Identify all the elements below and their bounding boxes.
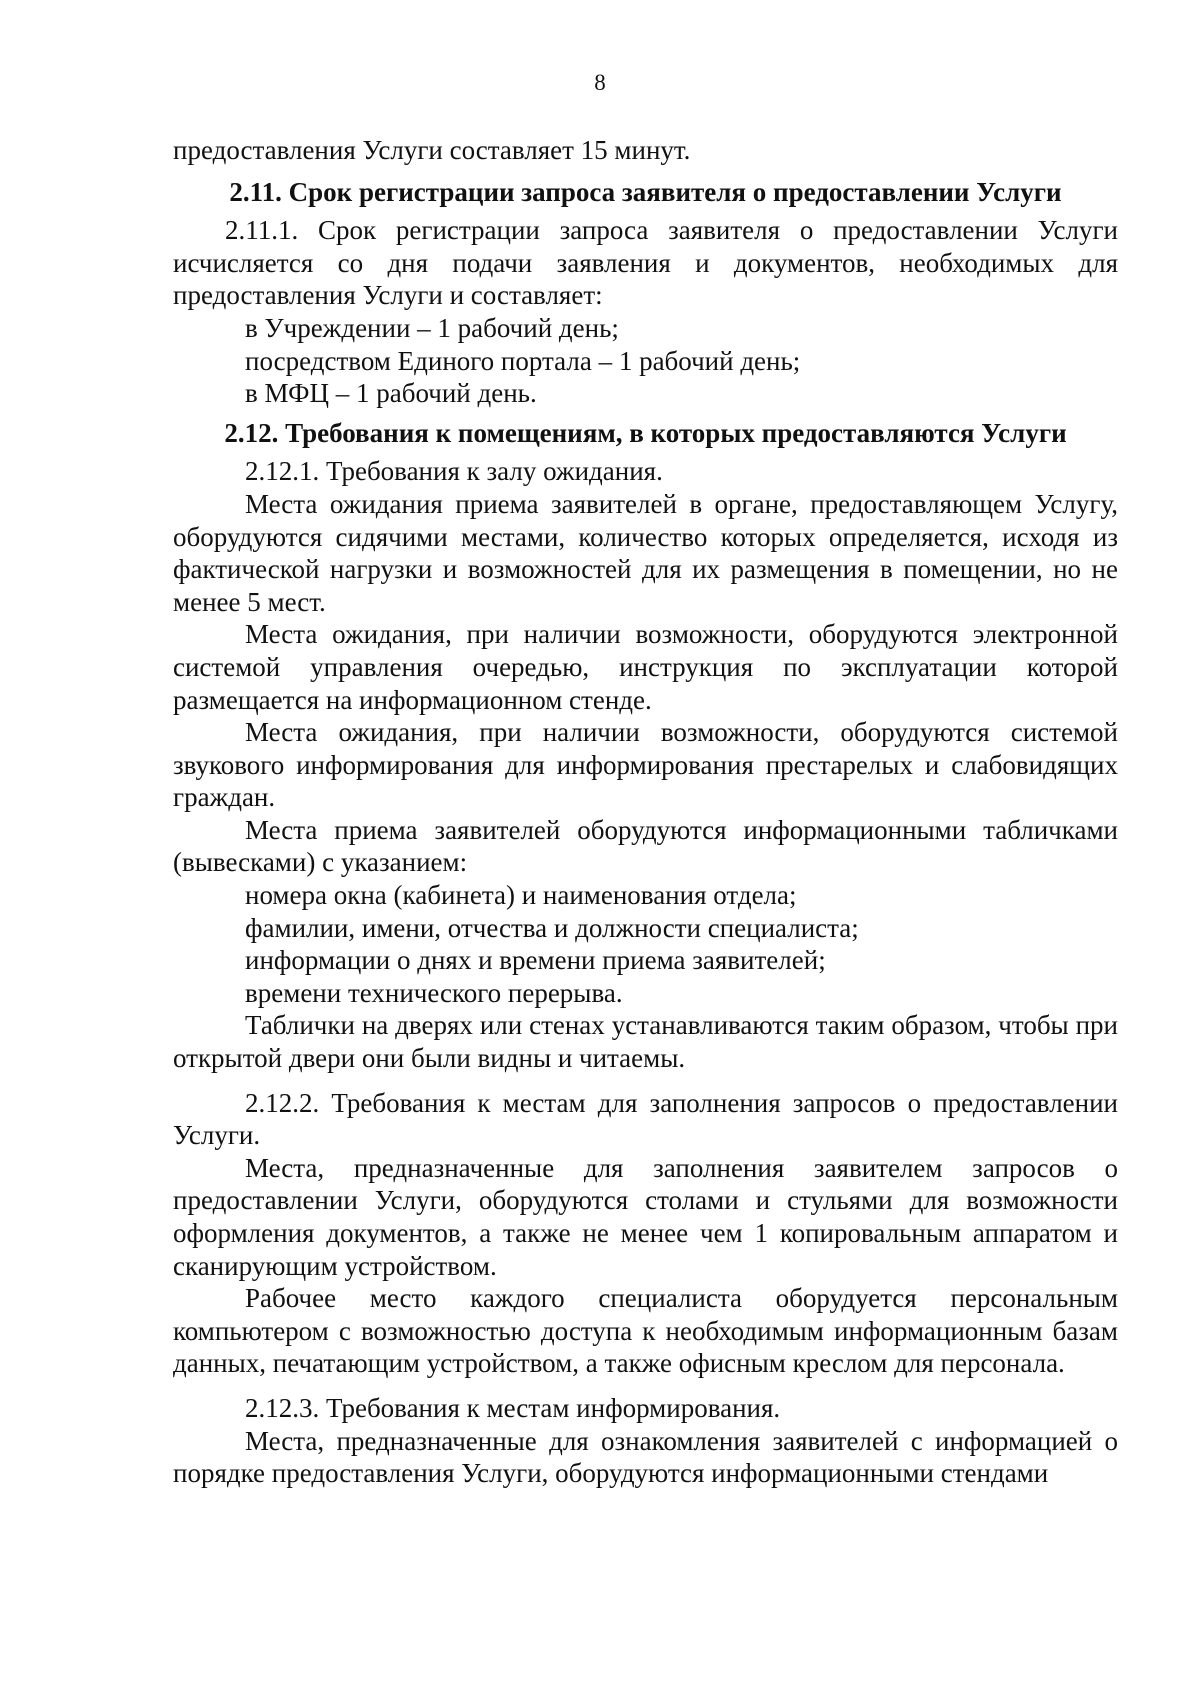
paragraph-fill-places: Места, предназначенные для заполнения заявителем запросов о предоставлении Услуги, оборудуются столами и стульями для возможности оформления документов, а также не менее чем 1 копировальным аппаратом и сканирующим устройством. <box>173 1152 1118 1281</box>
section-heading-2-11: 2.11. Срок регистрации запроса заявителя о предоставлении Услуги <box>229 176 1062 207</box>
paragraph-workplace: Рабочее место каждого специалиста оборудуется персональным компьютером с возможностью доступа к необходимым информационным базам данных, печатающим устройством, а также офисным креслом для персонала. <box>173 1283 1118 1379</box>
page-number: 8 <box>594 70 606 95</box>
document-body <box>173 134 1118 1490</box>
paragraph-2-12-3: 2.12.3. Требования к местам информирования. <box>245 1392 781 1423</box>
list-item: в МФЦ – 1 рабочий день. <box>245 378 537 409</box>
paragraph-queue-system: Места ожидания, при наличии возможности, оборудуются электронной системой управления очередью, инструкция по эксплуатации которой размещается на информационном стенде. <box>173 619 1118 715</box>
paragraph-info-signs: Места приема заявителей оборудуются информационными табличками (вывесками) с указанием: <box>173 814 1118 878</box>
paragraph-2-12-1-title: 2.12.1. Требования к залу ожидания. <box>245 456 663 487</box>
list-item: информации о днях и времени приема заявителей; <box>245 945 826 976</box>
list-item: посредством Единого портала – 1 рабочий день; <box>245 345 801 376</box>
paragraph-2-11-1: 2.11.1. Срок регистрации запроса заявителя о предоставлении Услуги исчисляется со дня подачи заявления и документов, необходимых для предоставления Услуги и составляет: <box>173 215 1118 311</box>
list-item: номера окна (кабинета) и наименования отдела; <box>245 880 797 911</box>
paragraph-sound-system: Места ожидания, при наличии возможности, оборудуются системой звукового информирования для информирования престарелых и слабовидящих граждан. <box>173 717 1118 813</box>
paragraph-info-stands: Места, предназначенные для ознакомления заявителей с информацией о порядке предоставления Услуги, оборудуются информационными стендами <box>173 1425 1118 1489</box>
list-item: фамилии, имени, отчества и должности специалиста; <box>245 912 859 943</box>
section-heading-2-12: 2.12. Требования к помещениям, в которых предоставляются Услуги <box>224 417 1067 448</box>
paragraph-waiting-seats: Места ожидания приема заявителей в органе, предоставляющем Услугу, оборудуются сидячими местами, количество которых определяется, исходя из фактической нагрузки и возможностей для их размещения в помещении, но не менее 5 мест. <box>173 488 1118 617</box>
lead-paragraph: предоставления Услуги составляет 15 минут. <box>173 135 691 165</box>
paragraph-door-plates: Таблички на дверях или стенах устанавливаются таким образом, чтобы при открытой двери они были видны и читаемы. <box>173 1010 1118 1074</box>
list-item: времени технического перерыва. <box>245 977 623 1008</box>
paragraph-2-12-2: 2.12.2. Требования к местам для заполнения запросов о предоставлении Услуги. <box>173 1087 1118 1151</box>
list-item: в Учреждении – 1 рабочий день; <box>245 312 619 343</box>
